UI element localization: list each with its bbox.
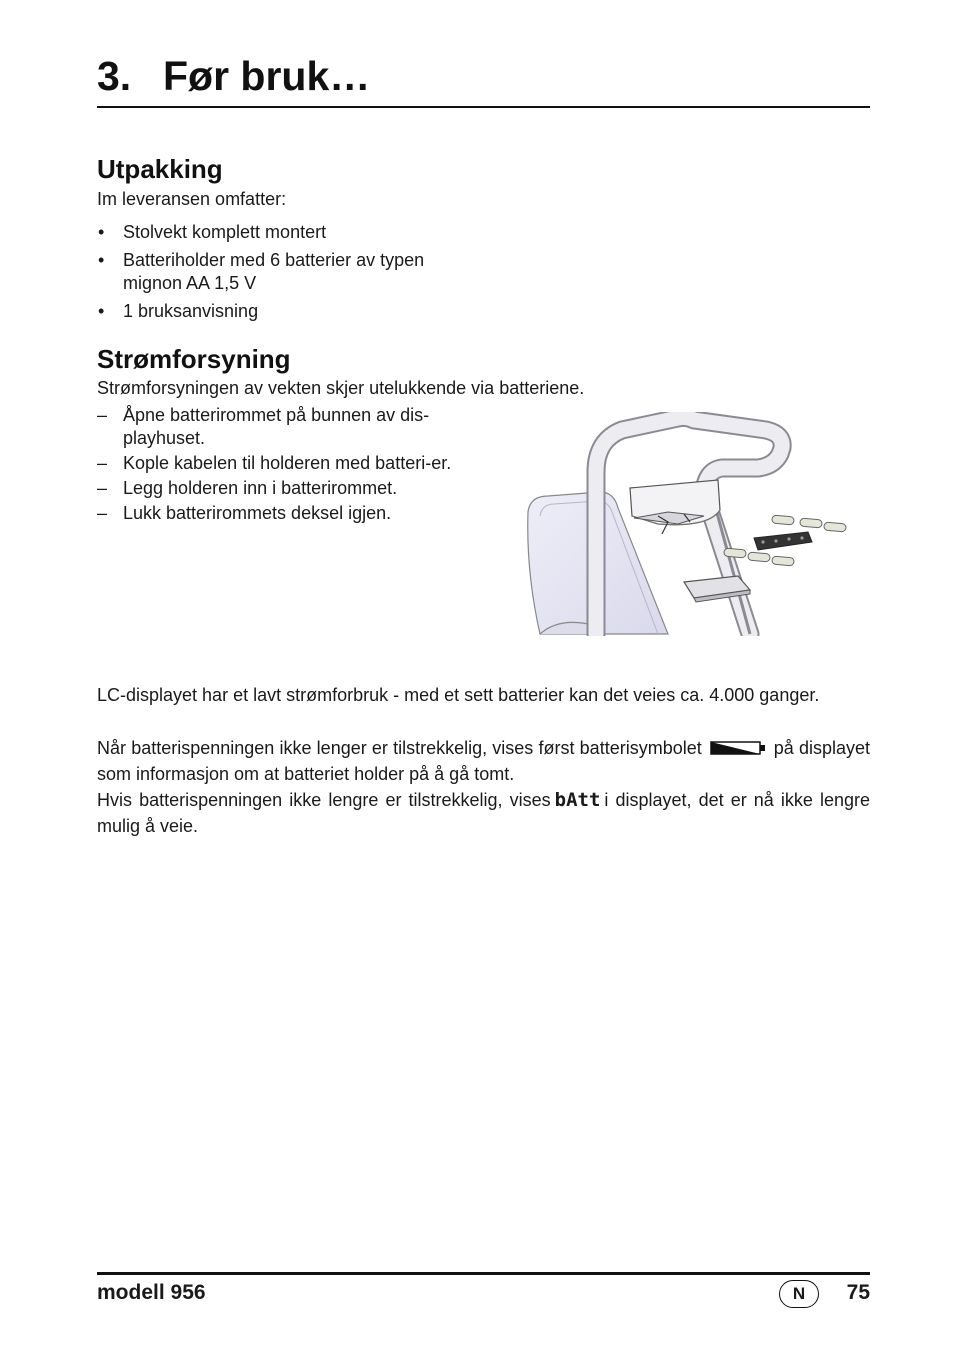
list-item: – Åpne batterirommet på bunnen av dis-playhuset. — [97, 405, 430, 448]
page-number: 75 — [846, 1281, 870, 1304]
footer-divider — [97, 1272, 870, 1275]
unpacking-intro: Im leveransen omfatter: — [97, 189, 287, 209]
list-item: – Legg holderen inn i batterirommet. — [97, 478, 398, 498]
power-intro: Strømforsyningen av vekten skjer utelukkende via batteriene. — [97, 378, 585, 398]
list-item: – Lukk batterirommets deksel igjen. — [97, 503, 392, 523]
list-item: – Kople kabelen til holderen med batteri-er. — [97, 453, 452, 473]
footer-model: modell 956 — [97, 1281, 206, 1304]
power-steps — [97, 404, 469, 527]
battery-low-icon — [710, 741, 766, 755]
list-item: • Batteriholder med 6 batterier av typen mignon AA 1,5 V — [98, 250, 425, 293]
power-heading: Strømforsyning — [97, 344, 291, 374]
chair-scale-battery-illustration — [518, 412, 858, 636]
page-title — [97, 50, 870, 102]
delivery-list — [97, 221, 427, 328]
paragraph-batt-display: Hvis batterispenningen ikke lengre er tilstrekkelig, vises bAtt i displayet, det er nå ikke lengre mulig å veie. — [97, 789, 870, 836]
chapter-number: 3. — [97, 53, 132, 99]
unpacking-heading: Utpakking — [97, 154, 223, 184]
paragraph-low-battery: Når batterispenningen ikke lenger er tilstrekkelig, vises først batterisymbolet på displayet som informasjon om at batteriet holder på å gå tomt. — [97, 738, 870, 784]
language-badge: N — [779, 1280, 819, 1308]
page-heading — [97, 50, 870, 108]
list-item: • Stolvekt komplett montert — [98, 222, 327, 242]
chapter-title: Før bruk… — [163, 53, 371, 99]
list-item: • 1 bruksanvisning — [98, 301, 259, 321]
batt-display-code: bAtt — [554, 789, 601, 811]
paragraph-consumption: LC-displayet har et lavt strømforbruk - med et sett batterier kan det veies ca. 4.000 ganger. — [97, 685, 820, 705]
